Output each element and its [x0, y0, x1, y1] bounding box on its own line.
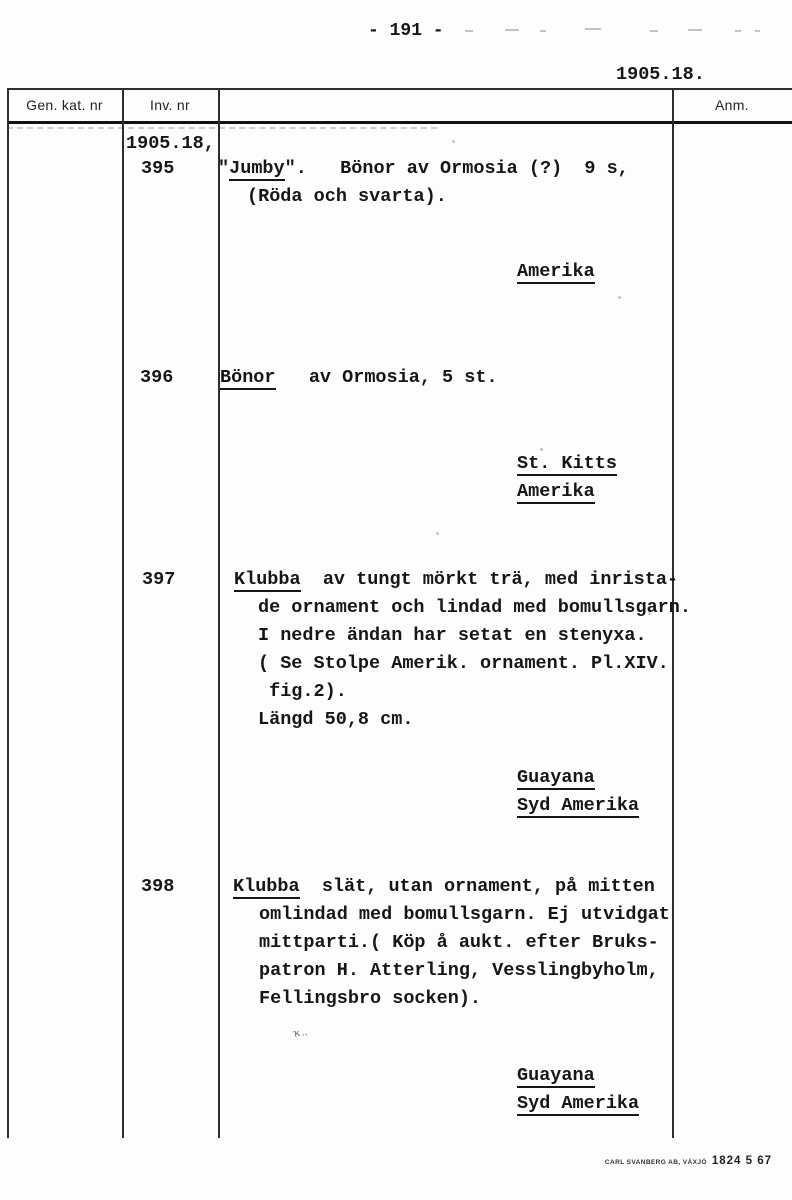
entry-locations-inner [517, 258, 595, 286]
entry-locations-inner [517, 764, 639, 820]
inventory-number: 396 [140, 367, 174, 388]
scan-noise [688, 29, 702, 31]
entry-line: (Röda och svarta). [247, 186, 447, 207]
column-header-inv-nr: Inv. nr [150, 97, 190, 113]
table-header-rule [7, 121, 792, 124]
entry-line: de ornament och lindad med bomullsgarn. [258, 597, 691, 618]
entry-text [234, 566, 691, 734]
entry-text [218, 155, 629, 211]
entry-line: fig.2). [258, 681, 347, 702]
scan-noise [540, 30, 546, 32]
scan-noise [465, 30, 473, 32]
scan-noise [755, 30, 760, 32]
entry-line: omlindad med bomullsgarn. Ej utvidgat [259, 904, 670, 925]
entry-line: mittparti.( Köp å aukt. efter Bruks- [259, 932, 659, 953]
scan-noise [735, 30, 741, 32]
scan-noise [618, 296, 621, 299]
underlined-term: Klubba [234, 569, 301, 590]
table-left-border [7, 88, 9, 1138]
entry-text [233, 873, 670, 1013]
location-label [517, 1062, 639, 1090]
underlined-term: Klubba [233, 876, 300, 897]
column-divider-1 [122, 88, 124, 1138]
scan-noise [505, 29, 519, 31]
page-number: - 191 - [368, 21, 444, 41]
location-text: Amerika [517, 481, 595, 502]
entry-line: patron H. Atterling, Vesslingbyholm, [259, 960, 659, 981]
entry-line: Klubba slät, utan ornament, på mitten [233, 876, 655, 897]
entry-line: Klubba av tungt mörkt trä, med inrista- [234, 569, 679, 590]
entry-line: Längd 50,8 cm. [258, 709, 414, 730]
location-label [517, 764, 639, 792]
location-text: Guayana [517, 1065, 595, 1086]
location-text: Amerika [517, 261, 595, 282]
column-divider-2 [218, 88, 220, 1138]
printer-code: 1824 5 67 [711, 1155, 772, 1167]
entry-line: Fellingsbro socken). [259, 988, 482, 1009]
location-label [517, 792, 639, 820]
scan-smudge: ҡ.. [292, 1027, 309, 1040]
inventory-year-heading: 1905.18, [126, 133, 215, 154]
scan-noise [585, 28, 601, 30]
location-text: Syd Amerika [517, 795, 640, 816]
column-header-gen-kat-nr: Gen. kat. nr [26, 97, 103, 113]
location-label [517, 450, 617, 478]
scan-ghost-line [7, 127, 437, 129]
entry-line: I nedre ändan har setat en stenyxa. [258, 625, 647, 646]
location-label [517, 258, 595, 286]
location-label [517, 1090, 639, 1118]
table-top-rule [7, 88, 792, 90]
inventory-number: 398 [141, 876, 175, 897]
entry-locations-inner [517, 450, 617, 506]
scan-noise [650, 30, 658, 32]
printer-name: CARL SVANBERG AB, VÄXJÖ [604, 1159, 707, 1166]
location-text: Syd Amerika [517, 1093, 640, 1114]
entry-text [220, 364, 498, 392]
entry-line: ( Se Stolpe Amerik. ornament. Pl.XIV. [258, 653, 669, 674]
series-year-label: 1905.18. [616, 64, 705, 85]
scan-noise [452, 140, 455, 143]
location-text: Guayana [517, 767, 595, 788]
printer-footer [605, 1155, 772, 1167]
underlined-term: Bönor [220, 367, 276, 388]
location-text: St. Kitts [517, 453, 617, 474]
entry-line: "Jumby". Bönor av Ormosia (?) 9 s, [218, 158, 629, 179]
location-label [517, 478, 617, 506]
entry-locations-inner [517, 1062, 639, 1118]
underlined-term: Jumby [229, 158, 285, 179]
scan-noise [436, 532, 439, 535]
column-header-anm: Anm. [715, 97, 749, 113]
inventory-number: 395 [141, 158, 175, 179]
inventory-number: 397 [142, 569, 176, 590]
entry-line: Bönor av Ormosia, 5 st. [220, 367, 498, 388]
